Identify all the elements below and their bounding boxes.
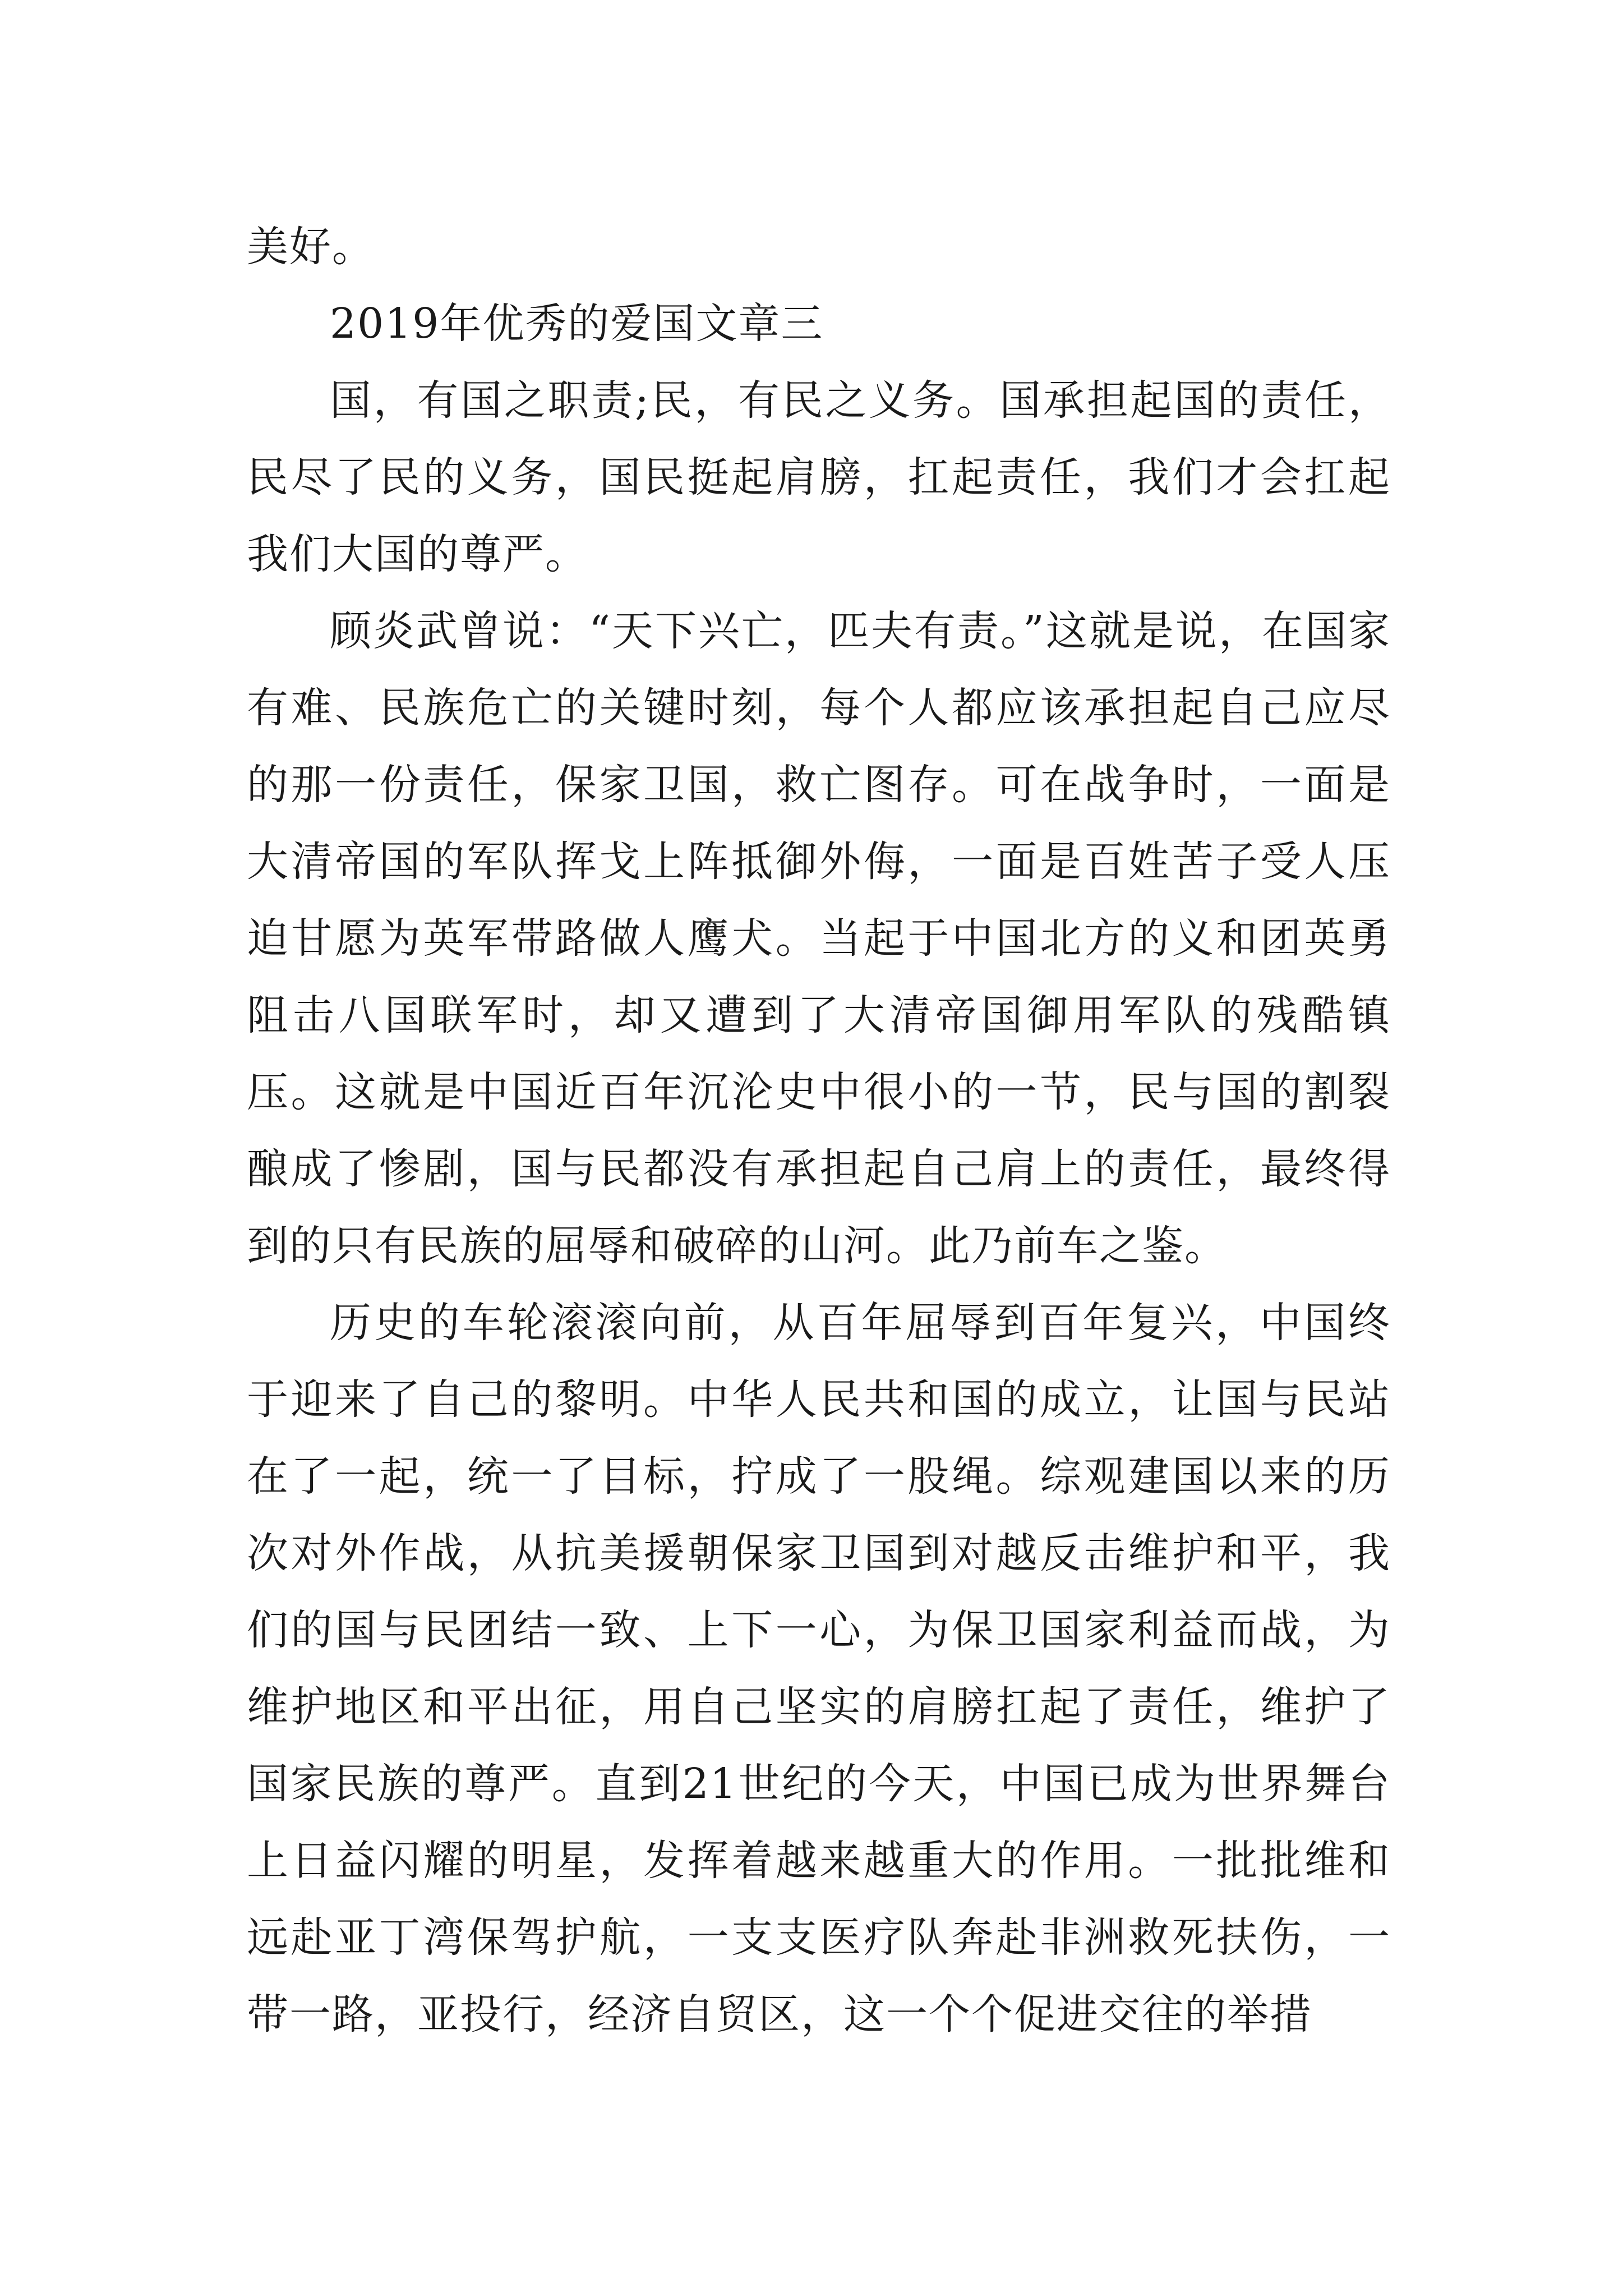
continuation-line: 美好。 [247,223,375,271]
paragraph-1: 国，有国之职责;民，有民之义务。国承担起国的责任，民尽了民的义务，国民挺起肩膀，扛起责任，我们才会扛起我们大国的尊严。 [247,376,1391,578]
paragraph-3: 历史的车轮滚滚向前，从百年屈辱到百年复兴，中国终于迎来了自己的黎明。中华人民共和国的成立，让国与民站在了一起，统一了目标，拧成了一股绳。综观建国以来的历次对外作战，从抗美援朝保家卫国到对越反击维护和平，我们的国与民团结一致、上下一心，为保卫国家利益而战，为维护地区和平出征，用自己坚实的肩膀扛起了责任，维护了国家民族的尊严。直到21世纪的今天，中国已成为世界舞台上日益闪耀的明星，发挥着越来越重大的作用。一批批维和远赴亚丁湾保驾护航，一支支医疗队奔赴非洲救死扶伤，一带一路，亚投行，经济自贸区，这一个个促进交往的举措 [247,1299,1391,2039]
paragraph-2: 顾炎武曾说：“天下兴亡，匹夫有责。”这就是说，在国家有难、民族危亡的关键时刻，每个人都应该承担起自己应尽的那一份责任，保家卫国，救亡图存。可在战争时，一面是大清帝国的军队挥戈上阵抵御外侮，一面是百姓苦子受人压迫甘愿为英军带路做人鹰犬。当起于中国北方的义和团英勇阻击八国联军时，却又遭到了大清帝国御用军队的残酷镇压。这就是中国近百年沉沦史中很小的一节，民与国的割裂酿成了惨剧，国与民都没有承担起自己肩上的责任，最终得到的只有民族的屈辱和破碎的山河。此乃前车之鉴。 [247,607,1391,1270]
document-body [247,209,1391,2053]
section-title: 2019年优秀的爱国文章三 [330,300,824,348]
